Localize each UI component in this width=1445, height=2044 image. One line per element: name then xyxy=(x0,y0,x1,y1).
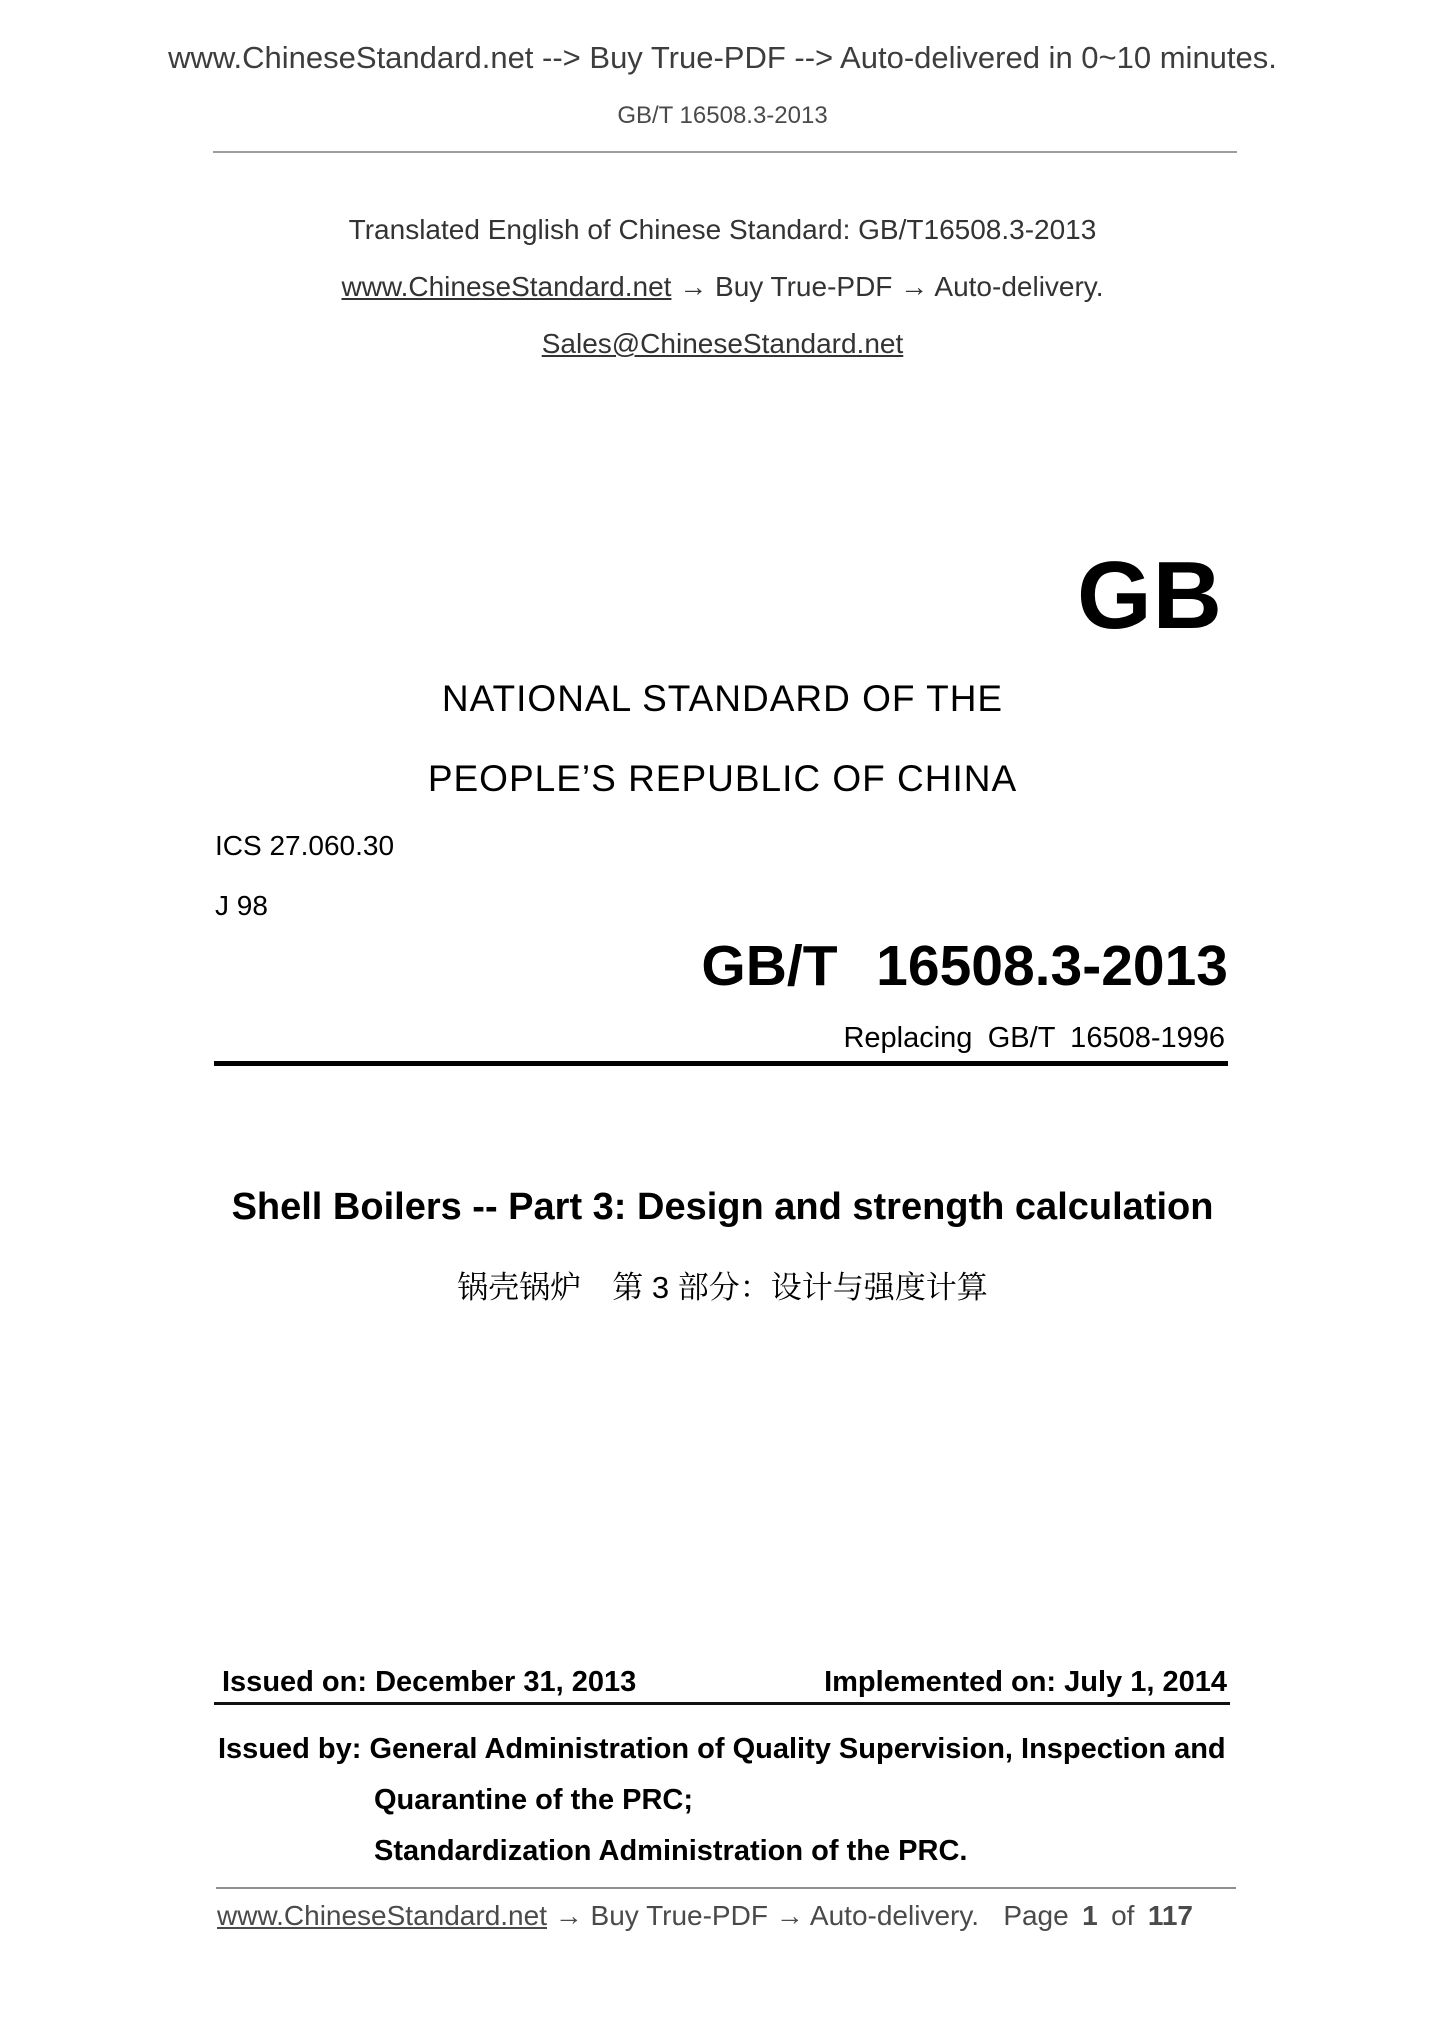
issued-by-line2: Quarantine of the PRC; xyxy=(374,1784,694,1816)
header-doc-code: GB/T 16508.3-2013 xyxy=(617,102,828,129)
footer-site-line xyxy=(217,1900,979,1932)
issuance-divider xyxy=(214,1702,1230,1705)
classification-code: J 98 xyxy=(215,890,268,921)
replacing-note: Replacing GB/T 16508-1996 xyxy=(843,1022,1225,1054)
title-divider xyxy=(214,1061,1228,1066)
standard-code-heading: GB/T 16508.3-2013 xyxy=(701,934,1228,998)
national-standard-line2: PEOPLE’S REPUBLIC OF CHINA xyxy=(427,758,1018,799)
implemented-on-text: Implemented on: July 1, 2014 xyxy=(824,1666,1227,1698)
issued-by-line3: Standardization Administration of the PRC. xyxy=(374,1835,968,1867)
purchase-line xyxy=(0,271,1445,303)
site-link[interactable]: www.ChineseStandard.net xyxy=(341,271,672,302)
translated-standard-line: Translated English of Chinese Standard: GB/T16508.3-2013 xyxy=(348,214,1097,245)
footer-line-rest: → Buy True-PDF → Auto-delivery. xyxy=(546,1900,980,1931)
chinese-title: 锅壳锅炉 第 3 部分：设计与强度计算 xyxy=(457,1270,988,1305)
page-number: 1 xyxy=(1082,1900,1098,1931)
email-line xyxy=(0,328,1445,360)
national-standard-line1: NATIONAL STANDARD OF THE xyxy=(441,678,1004,719)
ics-code: ICS 27.060.30 xyxy=(215,830,395,861)
total-pages: 117 xyxy=(1147,1900,1193,1931)
footer-site-link[interactable]: www.ChineseStandard.net xyxy=(217,1900,547,1931)
issued-by-line1: Issued by: General Administration of Quality Supervision, Inspection and xyxy=(218,1733,1226,1765)
header-divider xyxy=(213,151,1237,153)
sales-email-link[interactable]: Sales@ChineseStandard.net xyxy=(541,328,904,359)
english-title: Shell Boilers -- Part 3: Design and strength calculation xyxy=(231,1186,1214,1228)
page-label: Page xyxy=(1003,1900,1069,1931)
issued-on-text: Issued on: December 31, 2013 xyxy=(222,1666,637,1698)
header-banner-text: www.ChineseStandard.net --> Buy True-PDF --> Auto-delivered in 0~10 minutes. xyxy=(168,40,1277,75)
footer-divider xyxy=(216,1887,1236,1889)
page-indicator xyxy=(1003,1900,1193,1932)
of-label: of xyxy=(1111,1900,1135,1931)
purchase-line-rest: → Buy True-PDF → Auto-delivery. xyxy=(671,271,1104,302)
gb-logo: GB xyxy=(1077,542,1223,649)
